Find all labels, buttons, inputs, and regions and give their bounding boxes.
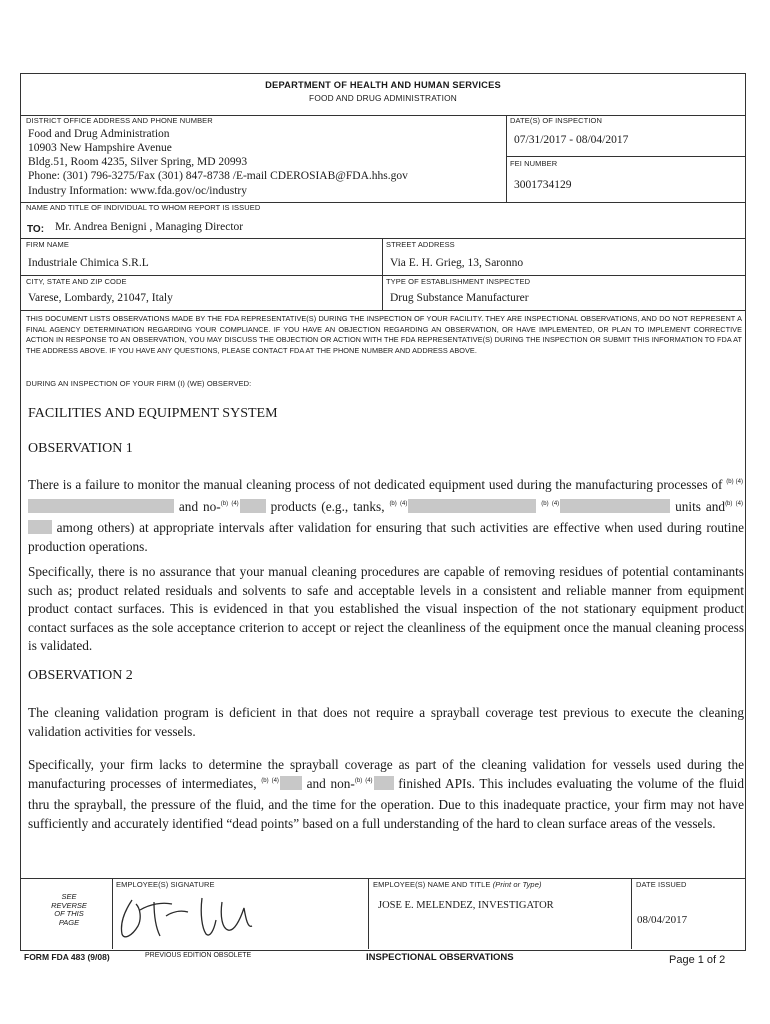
redaction-box xyxy=(240,499,266,513)
establishment-value: Drug Substance Manufacturer xyxy=(390,292,529,304)
disclaimer-text: THIS DOCUMENT LISTS OBSERVATIONS MADE BY THE FDA REPRESENTATIVE(S) DURING THE INSPECTION OF YOUR FACILITY. THEY ARE INSPECTIONAL OBSERVATIONS, AND DO NOT REPRESENT A FINAL AGENCY DETERMINATION REGARDING YOUR COMPLIANCE. IF YOU HAVE AN OBJECTION REGARDING AN OBSERVATION, OR HAVE IMPLEMENTED, OR PLAN TO IMPLEMENT CORRECTIVE ACTION IN RESPONSE TO AN OBSERVATION, YOU MAY DISCUSS THE OBJECTION OR ACTION WITH THE FDA REPRESENTATIVE(S) DURING THE INSPECTION OR SUBMIT THIS INFORMATION TO FDA AT THE ADDRESS ABOVE. IF YOU HAVE ANY QUESTIONS, PLEASE CONTACT FDA AT THE PHONE NUMBER AND ADDRESS ABOVE. xyxy=(26,314,742,355)
department-heading: DEPARTMENT OF HEALTH AND HUMAN SERVICES xyxy=(265,80,501,90)
redaction-box xyxy=(374,776,394,790)
employee-name-label: EMPLOYEE(S) NAME AND TITLE (Print or Type) xyxy=(373,880,542,889)
divider xyxy=(21,878,745,879)
fei-value: 3001734129 xyxy=(514,179,572,191)
signature-image xyxy=(110,890,270,945)
redaction-box xyxy=(28,499,174,513)
observation-1-paragraph-2: Specifically, there is no assurance that your manual cleaning procedures are capable of removing residues of potential contaminants such as; product related residuals and solvents to safe and acceptable levels in a consistent and reliable manner from equipment product contact surfaces. This is evidenced in that you established the visual inspection of the not stationary equipment product contact surfaces as the sole acceptance criterion to accept or reject the cleanliness of the equipment once the manual cleaning process is validated. xyxy=(28,564,744,653)
form-title: INSPECTIONAL OBSERVATIONS xyxy=(366,952,514,963)
inspection-dates-label: DATE(S) OF INSPECTION xyxy=(510,116,602,125)
district-line: Food and Drug Administration xyxy=(28,128,170,140)
redaction-box xyxy=(560,499,670,513)
section-title: FACILITIES AND EQUIPMENT SYSTEM xyxy=(28,406,278,421)
see-reverse-note: SEE REVERSE OF THIS PAGE xyxy=(51,892,87,927)
street-label: STREET ADDRESS xyxy=(386,240,455,249)
recipient-label: NAME AND TITLE OF INDIVIDUAL TO WHOM REPORT IS ISSUED xyxy=(26,203,261,212)
divider xyxy=(506,115,507,203)
agency-heading: FOOD AND DRUG ADMINISTRATION xyxy=(309,93,457,103)
date-issued-value: 08/04/2017 xyxy=(637,914,688,926)
redaction-box xyxy=(408,499,536,513)
observed-intro: DURING AN INSPECTION OF YOUR FIRM (I) (WE) OBSERVED: xyxy=(26,379,252,388)
firm-value: Industriale Chimica S.R.L xyxy=(28,257,149,269)
divider xyxy=(506,156,745,157)
inspection-dates-value: 07/31/2017 - 08/04/2017 xyxy=(514,134,629,146)
redaction-box xyxy=(28,520,52,534)
establishment-label: TYPE OF ESTABLISHMENT INSPECTED xyxy=(386,277,531,286)
divider xyxy=(21,275,745,276)
fei-label: FEI NUMBER xyxy=(510,159,558,168)
district-line: Bldg.51, Room 4235, Silver Spring, MD 20993 xyxy=(28,156,248,168)
divider xyxy=(368,878,369,949)
firm-label: FIRM NAME xyxy=(26,240,69,249)
observation-1-paragraph-1: There is a failure to monitor the manual cleaning process of not dedicated equipment used during the manufacturing processes of $^{(b) (4)}$ and no-$^{(b) (4)}$ products (e.g., tanks, $^{(b) (4)}$ $^{(b) (4)}$ units and$^{(b) (4)}$ among others) at appropriate intervals after validation for ensuring that such activities are effective when used during routine production operations. xyxy=(28,477,744,554)
street-value: Via E. H. Grieg, 13, Saronno xyxy=(390,257,524,269)
city-label: CITY, STATE AND ZIP CODE xyxy=(26,277,127,286)
to-label: TO: xyxy=(27,224,45,235)
observation-2-paragraph-1: The cleaning validation program is deficient in that does not require a sprayball coverage test previous to execute the cleaning validation activities for vessels. xyxy=(28,705,744,739)
divider xyxy=(382,238,383,310)
redaction-box xyxy=(280,776,302,790)
district-line: Phone: (301) 796-3275/Fax (301) 847-8738 /E-mail CDEROSIAB@FDA.hhs.gov xyxy=(28,170,408,182)
observation-2-title: OBSERVATION 2 xyxy=(28,668,133,683)
divider xyxy=(21,238,745,239)
date-issued-label: DATE ISSUED xyxy=(636,880,687,889)
district-label: DISTRICT OFFICE ADDRESS AND PHONE NUMBER xyxy=(26,116,213,125)
divider xyxy=(631,878,632,949)
recipient-value: Mr. Andrea Benigni , Managing Director xyxy=(55,221,244,233)
city-value: Varese, Lombardy, 21047, Italy xyxy=(28,292,173,304)
employee-name-value: JOSE E. MELENDEZ, INVESTIGATOR xyxy=(378,900,554,911)
divider xyxy=(21,310,745,311)
district-line: 10903 New Hampshire Avenue xyxy=(28,142,172,154)
previous-edition-note: PREVIOUS EDITION OBSOLETE xyxy=(145,952,252,959)
district-line: Industry Information: www.fda.gov/oc/industry xyxy=(28,185,247,197)
page-number: Page 1 of 2 xyxy=(669,954,726,966)
observation-2-paragraph-2: Specifically, your firm lacks to determine the sprayball coverage as part of the cleaning validation for vessels used during the manufacturing processes of intermediates, $^{(b) (4)}$ and non-$^{(b) (4)}$ finished APIs. This includes evaluating the volume of the fluid thru the sprayball, the pressure of the fluid, and the time for the operation. Due to this inadequate practice, your firm may not have sufficiently and accurately identified “dead points” based on a full understanding of the hard to clean surface areas of the vessels. xyxy=(28,757,744,831)
form-id: FORM FDA 483 (9/08) xyxy=(24,952,110,962)
signature-label: EMPLOYEE(S) SIGNATURE xyxy=(116,880,215,889)
observation-1-title: OBSERVATION 1 xyxy=(28,441,133,456)
